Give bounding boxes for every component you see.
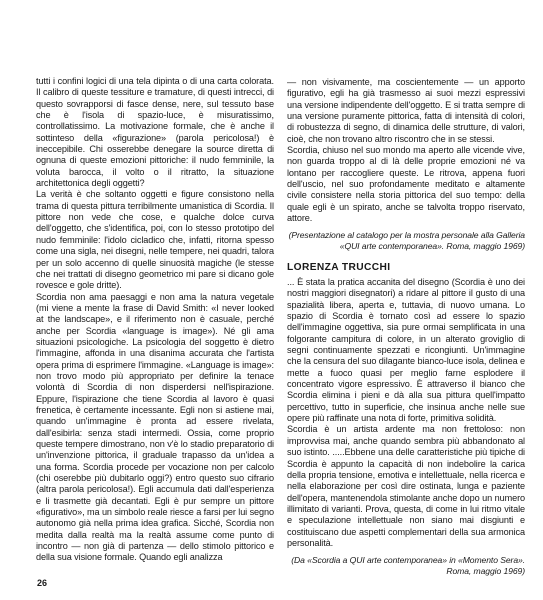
paragraph: Scordia è un artista ardente ma non frettoloso: non improvvisa mai, anche quando sembra più abbandonato al suo istinto. .....Ebbene una delle caratteristiche più tipiche di Scordia è appunto la capacità di non indebolire la carica della propria tensione, emotiva e intellettuale, nella ricerca e nella elaborazione per così dire ostinata, lunga e paziente dell'opera, mantenendola stimolante anche dopo un numero illimitato di varianti. Prova, questa, di come in lui ritmo vitale e speculazione intellettuale non siano mai disgiunti e costituiscano due aspetti complementari della sua armonica personalità. [287, 424, 525, 548]
paragraph: tutti i confini logici di una tela dipinta o di una carta colorata. Il calibro di queste tessiture e tramature, di questi intrecci, di questo sovrapporsi di fasce dense, nere, sul tessuto base che è l'isola di spazio-luce, è misuratissimo, controllatissimo. La motivazione formale, che è anche il sottinteso della «figurazione» (parola pericolosa!) è ineccepibile. Chi osserebbe denegare la source diretta di ognuna di queste emozioni pittoriche: il nudo femminile, la voluta barocca, il volto o il ritratto, la situazione architettonica degli oggetti? [36, 76, 274, 189]
right-column [287, 0, 525, 580]
citation: (Presentazione al catalogo per la mostra personale alla Galleria «QUI arte contemporanea». Roma, maggio 1969) [288, 230, 525, 252]
top-margin [36, 0, 274, 76]
paragraph: Scordia, chiuso nel suo mondo ma aperto alle vicende vive, non guarda troppo al di là delle proprie emozioni né va lontano per raccogliere queste. Le ritrova, appena fuori dell'uscio, nel suo profondamente meditato e altamente civile consistere nella storia pittorica del suo tempo: della quale egli è un spirato, anche se talvolta troppo riservato, attore. [287, 145, 525, 224]
author-heading: LORENZA TRUCCHI [287, 261, 391, 273]
paragraph: ... È stata la pratica accanita del disegno (Scordia è uno dei nostri maggiori disegnatori) a ridare al pittore il gusto di una spazialità libera, aperta e, tuttavia, di nuovo umana. Lo spazio di Scordia è tornato così ad essere lo spazio dell'immagine oggettiva, sia pure ormai semplificata in una folgorante campitura di colore, in un alterato groviglio di segni continuamente spezzati e ricongiunti. Un'immagine che la censura del suo dilagante bianco-luce isola, delinea e mette a fuoco quasi per meglio farne esplodere il concentrato vigore espressivo. È attraverso il bianco che Scordia elimina i pieni e dà alla sua pittura quell'impatto percettivo, tutto in superficie, che insinua anche nelle sue opere più raffinate una nota di forte, primitiva solidità. [287, 277, 526, 424]
paragraph: — non visivamente, ma coscientemente — un apporto figurativo, egli ha già trasmesso ai suoi mezzi espressivi una versione indipendente dell'oggetto. E si tratta sempre di una versione puramente pittorica, fatta di intensità di colori, di robustezza di segno, di dinamica delle strutture, di valori, cioè, che non trovano altro riscontro che in se stessi. [287, 77, 525, 144]
paragraph: Scordia non ama paesaggi e non ama la natura vegetale (mi viene a mente la frase di David Smith: «I never looked at the landscape», e il riferimento non è casuale, perché anche per Scordia «language is image»). Né gli ama situazioni psicologiche. La psicologia del soggetto è dietro l'immagine, affonda in una disanima accurata che l'artista opera prima di esprimere l'immagine. «Language is image»: non trovo modo più appropriato per definire la tenace volontà di Scordia di non disperdersi nell'ispirazione. Eppure, l'ispirazione che tiene Scordia al lavoro è quasi frenetica, è certamente incessante. Egli non si astiene mai, quando un'immagine è pronta ad essere rivelata, dall'esibirla: senza stadi intermedi. Ossia, come proprio queste tempere dimostrano, non v'è lo stadio preparatorio di un'invenzione pittorica, il graduale trapasso da un'idea a una forma. Scordia procede per vocazione non per calcolo (chi oserebbe più dubitarlo oggi?) entro questo suo cifrario (altra parola pericolosa!). Egli accumula dati dall'esperienza e li trasmette già decantati. Egli è pur sempre un pittore «figurativo», ma un simbolo reale riesce a farsi per lui segno autonomo già nella prima idea grafica. Sicché, Scordia non medita dalla realtà ma la realtà assume come punto di incontro — non già di partenza — dello stimolo pittorico e della sua visione formale. Quando egli analizza [36, 291, 274, 563]
citation: (Da «Scordia a QUI arte contemporanea» in «Momento Sera». Roma, maggio 1969) [291, 555, 525, 576]
paragraph: La verità è che soltanto oggetti e figure consistono nella trama di questa pittura terribilmente umanistica di Scordia. Il pittore non vede che cose, e qualche dolce curva dell'oggetto, che s'identifica, poi, con lo stesso prototipo del nudo femminile: l'idolo cicladico che, infatti, ritorna spesso come una sigla, nei disegni, nelle tempere, nei quadri, talora per un solo accenno di quelle sinuosità magiche (le stesse che nei trattati di disegno geometrico mi pare si dicano gole rovesce e gole dritte). [36, 189, 274, 291]
top-margin [287, 0, 525, 77]
left-column [36, 0, 274, 580]
page-number: 26 [37, 578, 48, 588]
